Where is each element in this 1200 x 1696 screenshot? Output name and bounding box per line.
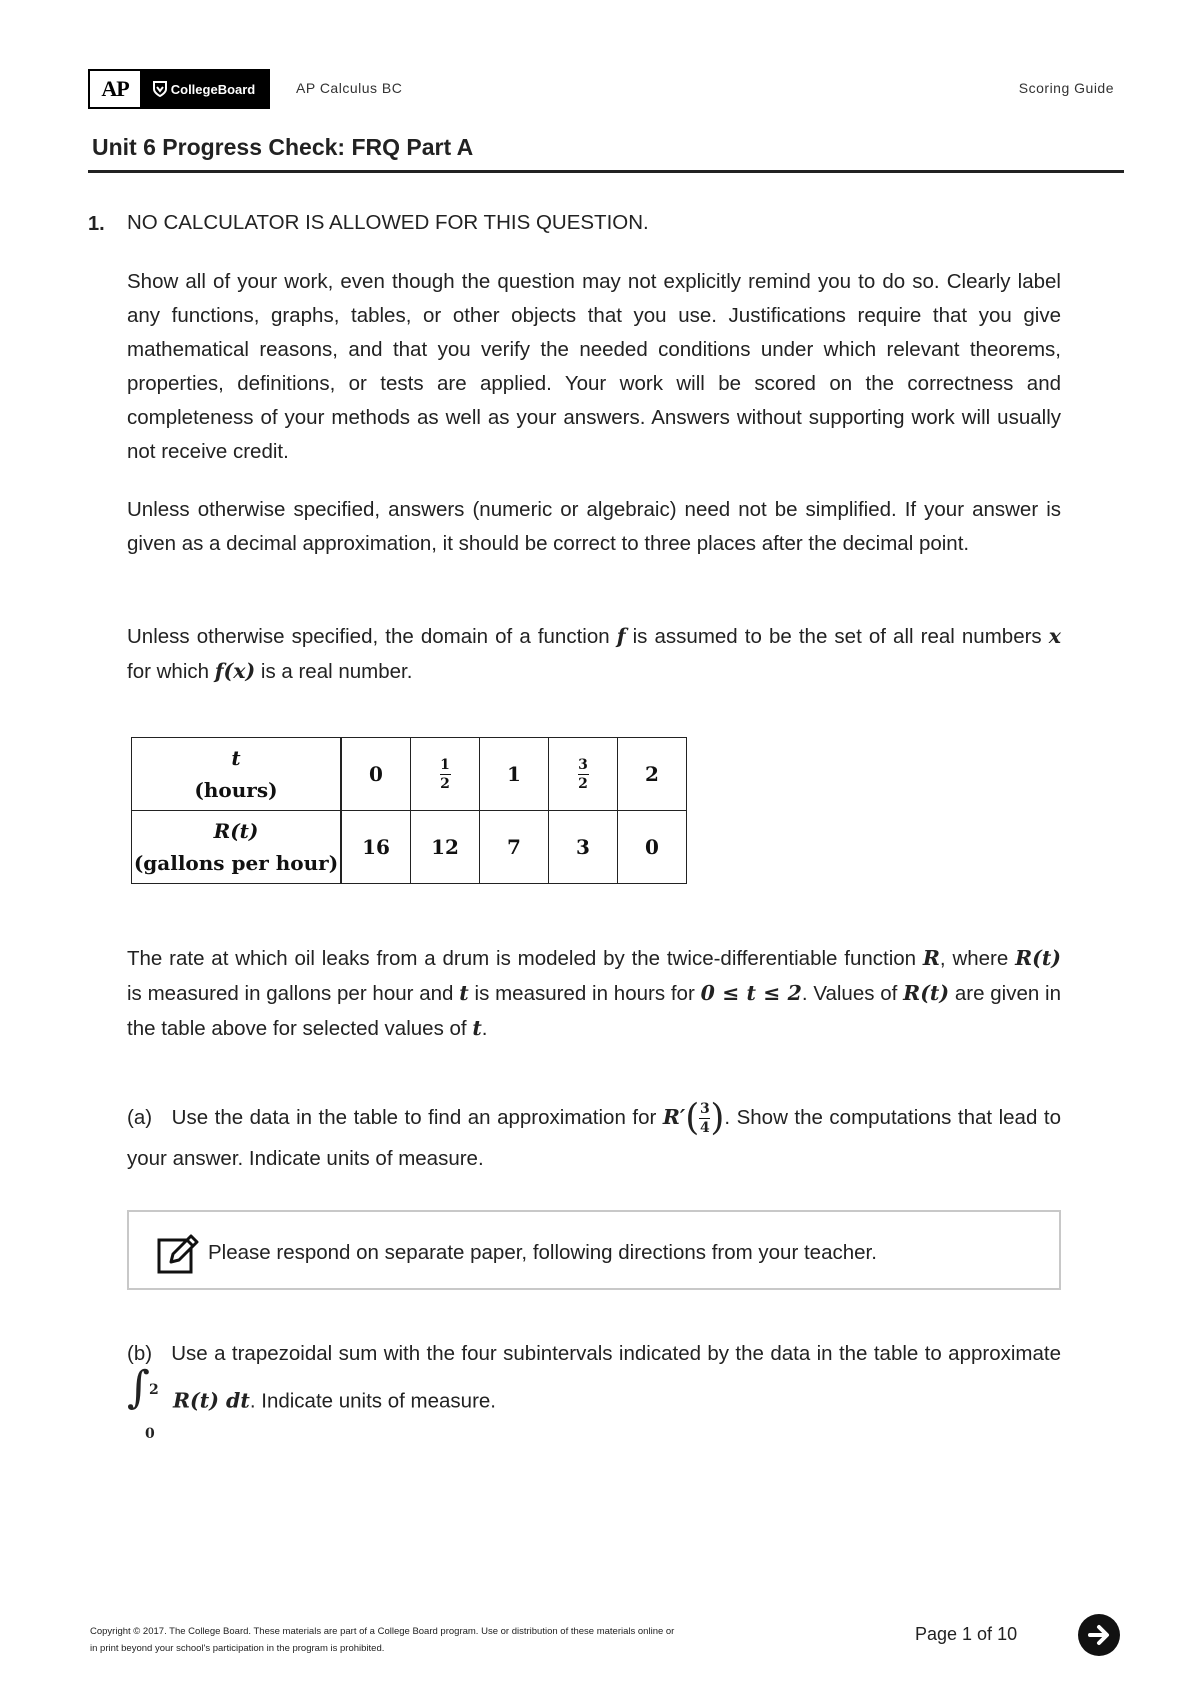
ap-college-board-logo [88, 69, 270, 109]
course-name: AP Calculus BC [296, 80, 403, 96]
math-dt: dt [218, 1388, 250, 1413]
problem-statement [127, 941, 1061, 1046]
fraction-half: $\frac{1}{2}$ [440, 756, 450, 792]
table-cell: 2 [618, 738, 687, 811]
math-fx: f(x) [214, 659, 256, 683]
part-a-label: (a) [127, 1106, 153, 1129]
arrow-right-circle-icon [1085, 1621, 1113, 1649]
math-R-prime: R′ [662, 1105, 686, 1129]
copyright-line-1: Copyright © 2017. The College Board. These materials are part of a College Board program. Use or distribution of these materials online or [90, 1626, 675, 1637]
part-a-text-2: . Show the computations that lead to your answer. Indicate units of measure. [127, 1106, 1061, 1170]
ap-logo-text: AP [90, 71, 140, 107]
math-x: x [1048, 624, 1061, 648]
document-type: Scoring Guide [1018, 80, 1114, 96]
college-board-logo-text [140, 71, 268, 107]
calculator-notice [127, 206, 1061, 240]
table-cell: 16 [341, 811, 411, 884]
math-Rt: R(t) [903, 981, 950, 1005]
part-b-text: Use a trapezoidal sum with the four subintervals indicated by the data in the table to approximate [171, 1342, 1061, 1365]
domain-text-c: for which [127, 660, 215, 683]
copyright-line-2: in print beyond your school's participation in the program is prohibited. [90, 1643, 385, 1654]
header-r-unit: (gallons per hour) [133, 851, 339, 875]
title-divider [88, 170, 1124, 173]
table-cell: 7 [480, 811, 549, 884]
domain-paragraph [127, 619, 1061, 689]
math-interval: 0 ≤ t ≤ 2 [700, 981, 802, 1005]
problem-text: is measured in gallons per hour and [127, 982, 460, 1005]
part-b [127, 1334, 1061, 1442]
table-cell: 3 [549, 811, 618, 884]
problem-text: is measured in hours for [468, 982, 701, 1005]
instructions-text-2: Unless otherwise specified, answers (numeric or algebraic) need not be simplified. If your answer is given as a decimal approximation, it should be correct to three places after the decimal point. [127, 498, 1061, 555]
domain-text-a: Unless otherwise specified, the domain of a function [127, 625, 617, 648]
problem-text: . Values of [801, 982, 904, 1005]
math-R: R [922, 946, 940, 970]
math-f: f [616, 624, 626, 648]
college-board-label: CollegeBoard [170, 81, 256, 97]
rate-table [131, 737, 687, 884]
table-cell: 12 [411, 811, 480, 884]
page-title: Unit 6 Progress Check: FRQ Part A [92, 134, 474, 160]
fraction-three-halves: $\frac{3}{2}$ [578, 756, 588, 792]
problem-text: The rate at which oil leaks from a drum is modeled by the twice-differentiable function [127, 947, 923, 970]
table-header-t [132, 738, 342, 811]
math-Rt: R(t) [1015, 946, 1061, 970]
question-number: 1. [88, 213, 105, 235]
table-row [132, 738, 687, 811]
table-cell: 1 [480, 738, 549, 811]
instructions-paragraph-1 [127, 265, 1061, 469]
fraction-three-quarters: $\frac{3}{4}$ [699, 1101, 710, 1137]
pencil-edit-icon [157, 1234, 199, 1274]
table-cell: 0 [341, 738, 411, 811]
problem-text: , where [939, 947, 1016, 970]
math-integrand: R(t) [173, 1388, 219, 1413]
table-cell-frac [411, 738, 480, 811]
part-a-text: Use the data in the table to find an approximation for [171, 1106, 663, 1129]
part-b-text-2: . Indicate units of measure. [249, 1389, 496, 1413]
table-header-r [132, 811, 342, 884]
domain-text-b: is assumed to be the set of all real numbers [625, 625, 1049, 648]
copyright-notice [90, 1623, 810, 1657]
next-page-button[interactable] [1078, 1614, 1120, 1656]
header-t-var: t [231, 746, 241, 770]
domain-text-d: is a real number. [255, 660, 413, 683]
integral-symbol: ∫ 2 0 [127, 1362, 159, 1442]
math-t: t [459, 981, 469, 1005]
table-cell-frac [549, 738, 618, 811]
math-t: t [472, 1016, 482, 1040]
instructions-text-1: Show all of your work, even though the question may not explicitly remind you to do so. Clearly label any functions, graphs, tables, or other objects that you use. Justifications require that you give mathematical reasons, and that you verify the needed conditions under which relevant theorems, properties, definitions, or tests are applied. Your work will be scored on the correctness and completeness of your methods as well as your answers. Answers without supporting work will usually not receive credit. [127, 270, 1061, 463]
header-t-unit: (hours) [194, 778, 278, 802]
shield-icon [153, 81, 167, 97]
calculator-notice-text: NO CALCULATOR IS ALLOWED FOR THIS QUESTION. [127, 211, 649, 234]
problem-text: . [481, 1017, 488, 1040]
instructions-paragraph-2 [127, 493, 1061, 561]
part-a: (a) Use the data in the table to find an approximation for R′( $\frac{3}{4}$ ). Show the computations that lead to your answer. Indicate units of measure. [127, 1097, 1061, 1170]
problem-text: are given in the table above for selected values of [127, 982, 1062, 1040]
header-r-var: R(t) [213, 819, 259, 843]
response-instruction: Please respond on separate paper, following directions from your teacher. [208, 1241, 877, 1264]
table-cell: 0 [618, 811, 687, 884]
page-number: Page 1 of 10 [915, 1624, 1018, 1644]
part-b-label: (b) [127, 1342, 153, 1365]
table-row [132, 811, 687, 884]
